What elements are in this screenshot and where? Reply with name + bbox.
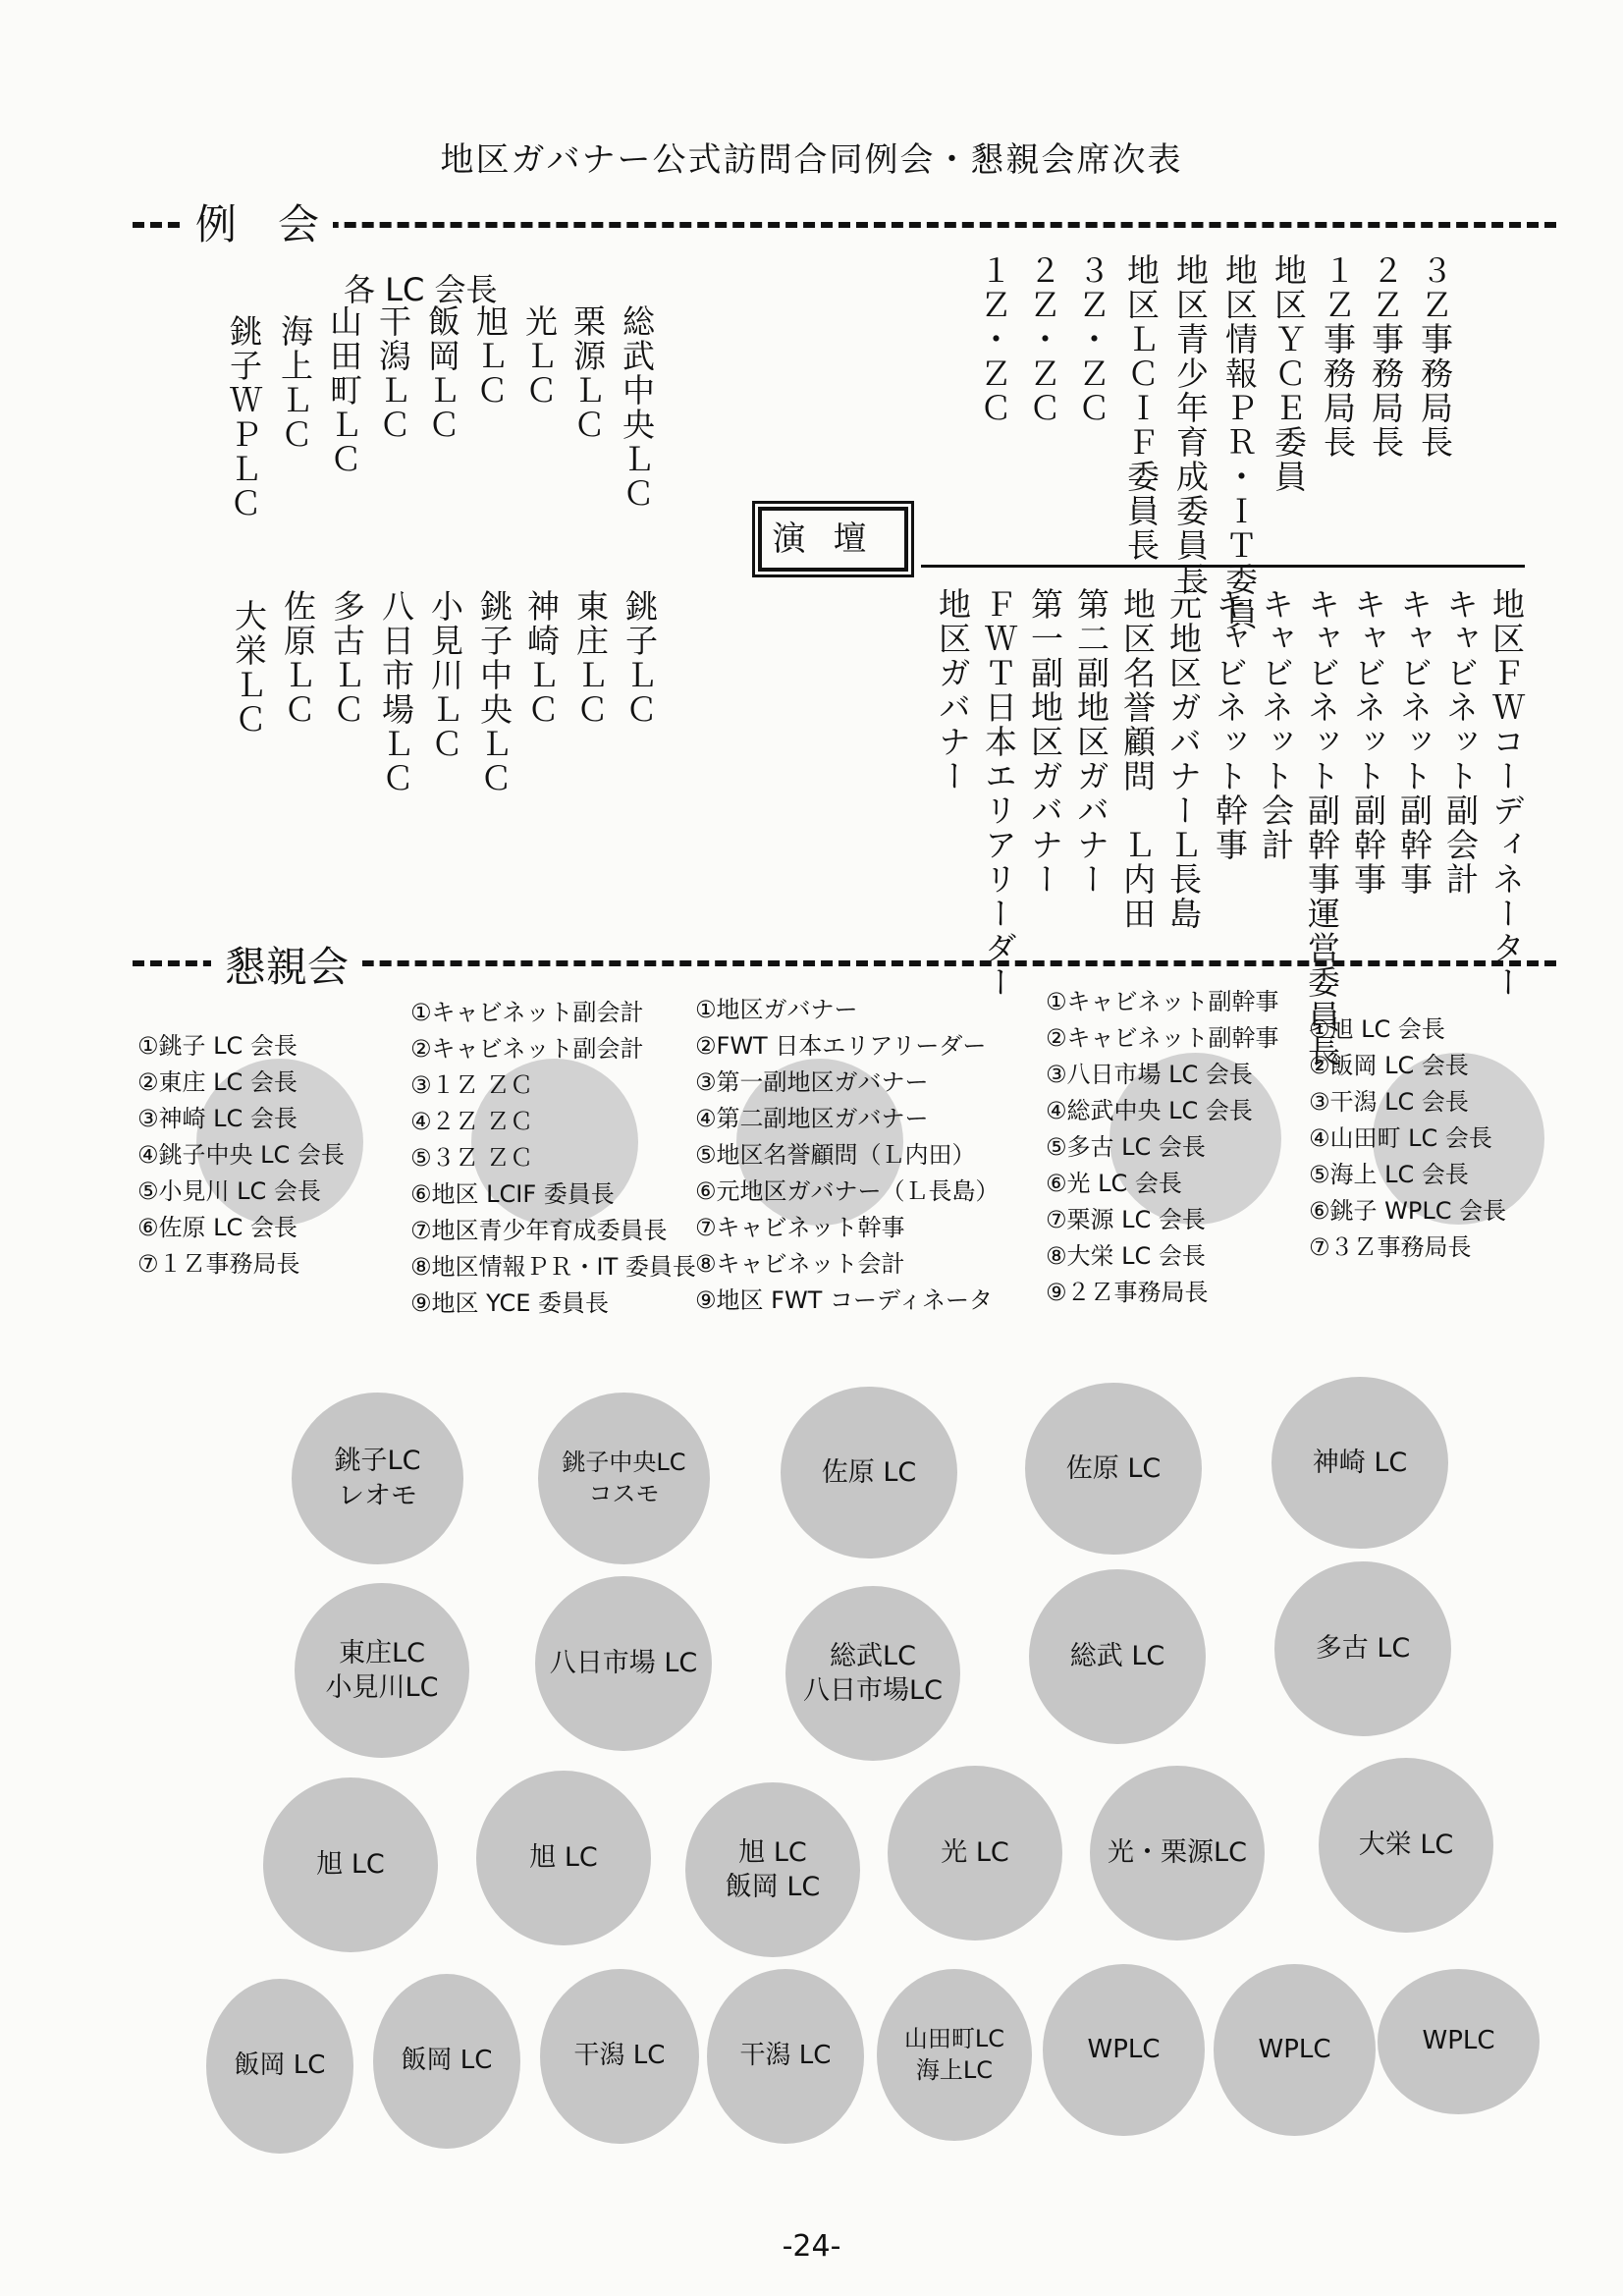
seat-label: キャビネット副幹事運営委員長: [1303, 587, 1341, 1068]
list-item: ⑥元地区ガバナー（Ｌ長島）: [695, 1177, 1000, 1205]
list-item: ⑤多古 LC 会長: [1046, 1133, 1206, 1161]
circle-label: 総武LC: [830, 1640, 916, 1671]
circle-label: WPLC: [1258, 2034, 1331, 2064]
seat-label: 栗源ＬＣ: [568, 304, 607, 442]
table-circle: [785, 1586, 960, 1761]
seat-label: 大栄ＬＣ: [230, 599, 268, 737]
seat-label: 銚子中央ＬＣ: [475, 589, 514, 795]
seat-label: 地区ＦＷコーディネーター: [1488, 587, 1526, 1000]
reikai-label: 例 会: [182, 192, 333, 251]
table-circle: [206, 1979, 353, 2154]
circle-label: 銚子中央LC: [562, 1449, 686, 1477]
circle-label: 飯岡 LC: [725, 1872, 821, 1902]
list-item: ⑦地区青少年育成委員長: [410, 1217, 668, 1244]
table-circle: [1274, 1561, 1451, 1736]
table-list-4: [1046, 984, 1279, 1311]
circle-label: WPLC: [1087, 2034, 1161, 2064]
list-item: ②キャビネット副会計: [410, 1035, 644, 1063]
circle-label: 飯岡 LC: [401, 2046, 493, 2076]
table-circle: [1271, 1377, 1448, 1549]
circle-label: 多古 LC: [1315, 1633, 1411, 1665]
seat-label: 光ＬＣ: [520, 304, 559, 408]
konshinkai-label: 懇親会: [211, 935, 362, 994]
seat-label: 多古ＬＣ: [328, 589, 366, 727]
table-circle: [707, 1969, 864, 2144]
table-circle: [292, 1393, 463, 1564]
list-item: ⑤海上 LC 会長: [1309, 1161, 1469, 1188]
table-circle: [781, 1387, 957, 1558]
seat-label: キャビネット副幹事: [1349, 587, 1387, 897]
circle-label: 山田町LC: [903, 2025, 1005, 2053]
table-list-5: [1309, 1011, 1506, 1266]
list-item: ③第一副地区ガバナー: [695, 1068, 929, 1096]
seat-label: 銚子ＬＣ: [621, 589, 659, 727]
seat-label: 銚子ＷＰＬＣ: [225, 314, 263, 520]
seat-label: 第二副地区ガバナー: [1072, 587, 1110, 897]
table-list-1: [137, 1028, 345, 1283]
list-item: ⑤３Ｚ ＺＣ: [410, 1144, 534, 1172]
seat-label: 小見川ＬＣ: [426, 589, 464, 761]
seat-label: 海上ＬＣ: [276, 314, 314, 452]
circle-label: 干潟 LC: [573, 2041, 666, 2071]
seat-label: 地区名誉顧問 Ｌ内田: [1118, 587, 1157, 931]
table-circle: [538, 1393, 710, 1564]
seat-label: キャビネット副会計: [1441, 587, 1480, 897]
seat-label: 地区青少年育成委員長: [1171, 253, 1210, 597]
list-item: ①キャビネット副幹事: [1046, 988, 1279, 1015]
table-circle: [373, 1974, 520, 2149]
circle-label: 銚子LC: [334, 1446, 421, 1477]
table-circle: [1043, 1964, 1205, 2136]
seat-label: １Ｚ・ＺＣ: [975, 253, 1013, 425]
circle-label: 海上LC: [915, 2055, 994, 2084]
seat-label: ２Ｚ・ＺＣ: [1024, 253, 1062, 425]
seat-label: ３Ｚ・ＺＣ: [1073, 253, 1111, 425]
list-item: ②FWT 日本エリアリーダー: [695, 1032, 987, 1060]
table-list-3: [695, 992, 1000, 1319]
seat-label: 八日市場ＬＣ: [377, 589, 415, 795]
seat-label: ２Ｚ事務局長: [1367, 253, 1405, 460]
circle-label: 旭 LC: [529, 1842, 598, 1874]
table-circle: [685, 1782, 860, 1957]
table-circle: [263, 1777, 438, 1952]
circle-label: 旭 LC: [738, 1836, 807, 1868]
list-item: ③神崎 LC 会長: [137, 1105, 298, 1132]
seat-label: １Ｚ事務局長: [1319, 253, 1357, 460]
circle-label: 神崎 LC: [1312, 1447, 1408, 1478]
list-item: ③１Ｚ ＺＣ: [410, 1071, 534, 1099]
list-item: ②飯岡 LC 会長: [1309, 1052, 1469, 1079]
seat-label: 地区ガバナー: [934, 587, 972, 793]
table-circle: [295, 1583, 469, 1758]
seat-label: 第一副地区ガバナー: [1026, 587, 1064, 897]
seat-label: 元地区ガバナーＬ長島: [1164, 587, 1203, 931]
section-divider: [133, 222, 1556, 228]
list-item: ⑦キャビネット幹事: [695, 1214, 905, 1241]
list-item: ⑥佐原 LC 会長: [137, 1214, 298, 1241]
seat-label: キャビネット副幹事: [1395, 587, 1434, 897]
list-item: ⑥銚子 WPLC 会長: [1309, 1197, 1507, 1225]
list-item: ⑤地区名誉顧問（Ｌ内田）: [695, 1141, 976, 1169]
list-item: ④２Ｚ ＺＣ: [410, 1108, 534, 1135]
seat-label: ＦＷＴ日本エリアリーダー: [980, 587, 1018, 1000]
page-number: -24-: [782, 2229, 841, 2264]
list-item: ⑤小見川 LC 会長: [137, 1177, 321, 1205]
list-item: ②東庄 LC 会長: [137, 1068, 298, 1096]
circle-label: 佐原 LC: [1065, 1452, 1162, 1484]
list-item: ④山田町 LC 会長: [1309, 1124, 1492, 1152]
seat-label: 佐原ＬＣ: [279, 589, 317, 727]
list-item: ⑨地区 FWT コーディネータ: [695, 1286, 994, 1314]
table-circle: [1029, 1569, 1206, 1744]
list-item: ⑦１Ｚ事務局長: [137, 1250, 300, 1278]
list-item: ④第二副地区ガバナー: [695, 1105, 929, 1132]
seat-label: 旭ＬＣ: [471, 304, 510, 408]
table-circle: [1090, 1766, 1265, 1941]
list-item: ③干潟 LC 会長: [1309, 1088, 1469, 1116]
circle-label: 干潟 LC: [739, 2041, 832, 2071]
seat-label: 地区ＬＣＩＦ委員長: [1122, 253, 1161, 563]
table-list-2: [410, 995, 696, 1322]
seat-label: 地区情報ＰＲ・ＩＴ委員: [1220, 253, 1259, 631]
circle-label: 大栄 LC: [1358, 1830, 1454, 1861]
circle-label: 東庄LC: [339, 1637, 425, 1668]
seat-label: 総武中央ＬＣ: [618, 304, 656, 511]
circle-label: 小見川LC: [325, 1672, 439, 1703]
table-circle: [1378, 1969, 1540, 2114]
table-circle: [888, 1766, 1062, 1941]
list-item: ①地区ガバナー: [695, 996, 858, 1023]
circle-label: 旭 LC: [316, 1849, 385, 1881]
list-item: ⑨地区 YCE 委員長: [410, 1289, 610, 1317]
circle-label: 光・栗源LC: [1108, 1837, 1247, 1869]
list-item: ⑧地区情報ＰＲ・IT 委員長: [410, 1253, 696, 1281]
seat-label: 東庄ＬＣ: [571, 589, 610, 727]
seat-label: キャビネット幹事: [1211, 587, 1249, 862]
table-circle: [1214, 1964, 1376, 2136]
circle-label: 総武 LC: [1069, 1641, 1165, 1672]
circle-label: レオモ: [338, 1480, 417, 1511]
list-item: ⑦３Ｚ事務局長: [1309, 1233, 1472, 1261]
circle-label: 飯岡 LC: [234, 2050, 326, 2081]
list-item: ⑥光 LC 会長: [1046, 1170, 1182, 1197]
list-item: ⑥地区 LCIF 委員長: [410, 1180, 615, 1208]
circle-label: WPLC: [1422, 2026, 1495, 2056]
stage-line: [921, 565, 1525, 568]
lc-president-label: 各 LC 会長: [344, 271, 498, 308]
table-circle: [476, 1771, 651, 1945]
podium: 演壇: [758, 507, 908, 572]
table-circle: [1025, 1383, 1202, 1555]
table-circle: [535, 1576, 712, 1751]
list-item: ④銚子中央 LC 会長: [137, 1141, 345, 1169]
list-item: ③八日市場 LC 会長: [1046, 1061, 1253, 1088]
list-item: ⑨２Ｚ事務局長: [1046, 1279, 1209, 1306]
list-item: ④総武中央 LC 会長: [1046, 1097, 1253, 1124]
seat-label: 干潟ＬＣ: [374, 304, 412, 442]
seat-label: キャビネット会計: [1257, 587, 1295, 862]
list-item: ①旭 LC 会長: [1309, 1015, 1445, 1043]
list-item: ⑦栗源 LC 会長: [1046, 1206, 1206, 1233]
seat-label: 神崎ＬＣ: [522, 589, 561, 727]
list-item: ①キャビネット副会計: [410, 999, 644, 1026]
page-title: 地区ガバナー公式訪問合同例会・懇親会席次表: [440, 140, 1183, 180]
seat-label: 山田町ＬＣ: [325, 304, 363, 476]
circle-label: 佐原 LC: [821, 1456, 917, 1488]
seat-label: 飯岡ＬＣ: [423, 304, 461, 442]
circle-label: 八日市場 LC: [549, 1648, 698, 1679]
table-circle: [1319, 1758, 1493, 1933]
table-circle: [877, 1969, 1032, 2141]
circle-label: コスモ: [588, 1479, 660, 1507]
list-item: ②キャビネット副幹事: [1046, 1024, 1279, 1052]
seat-label: 地区ＹＣＥ委員: [1270, 253, 1308, 494]
list-item: ①銚子 LC 会長: [137, 1032, 298, 1060]
list-item: ⑧大栄 LC 会長: [1046, 1242, 1206, 1270]
table-circle: [540, 1969, 699, 2144]
circle-label: 光 LC: [941, 1837, 1009, 1869]
list-item: ⑧キャビネット会計: [695, 1250, 905, 1278]
seat-label: ３Ｚ事務局長: [1416, 253, 1454, 460]
circle-label: 八日市場LC: [803, 1675, 943, 1706]
